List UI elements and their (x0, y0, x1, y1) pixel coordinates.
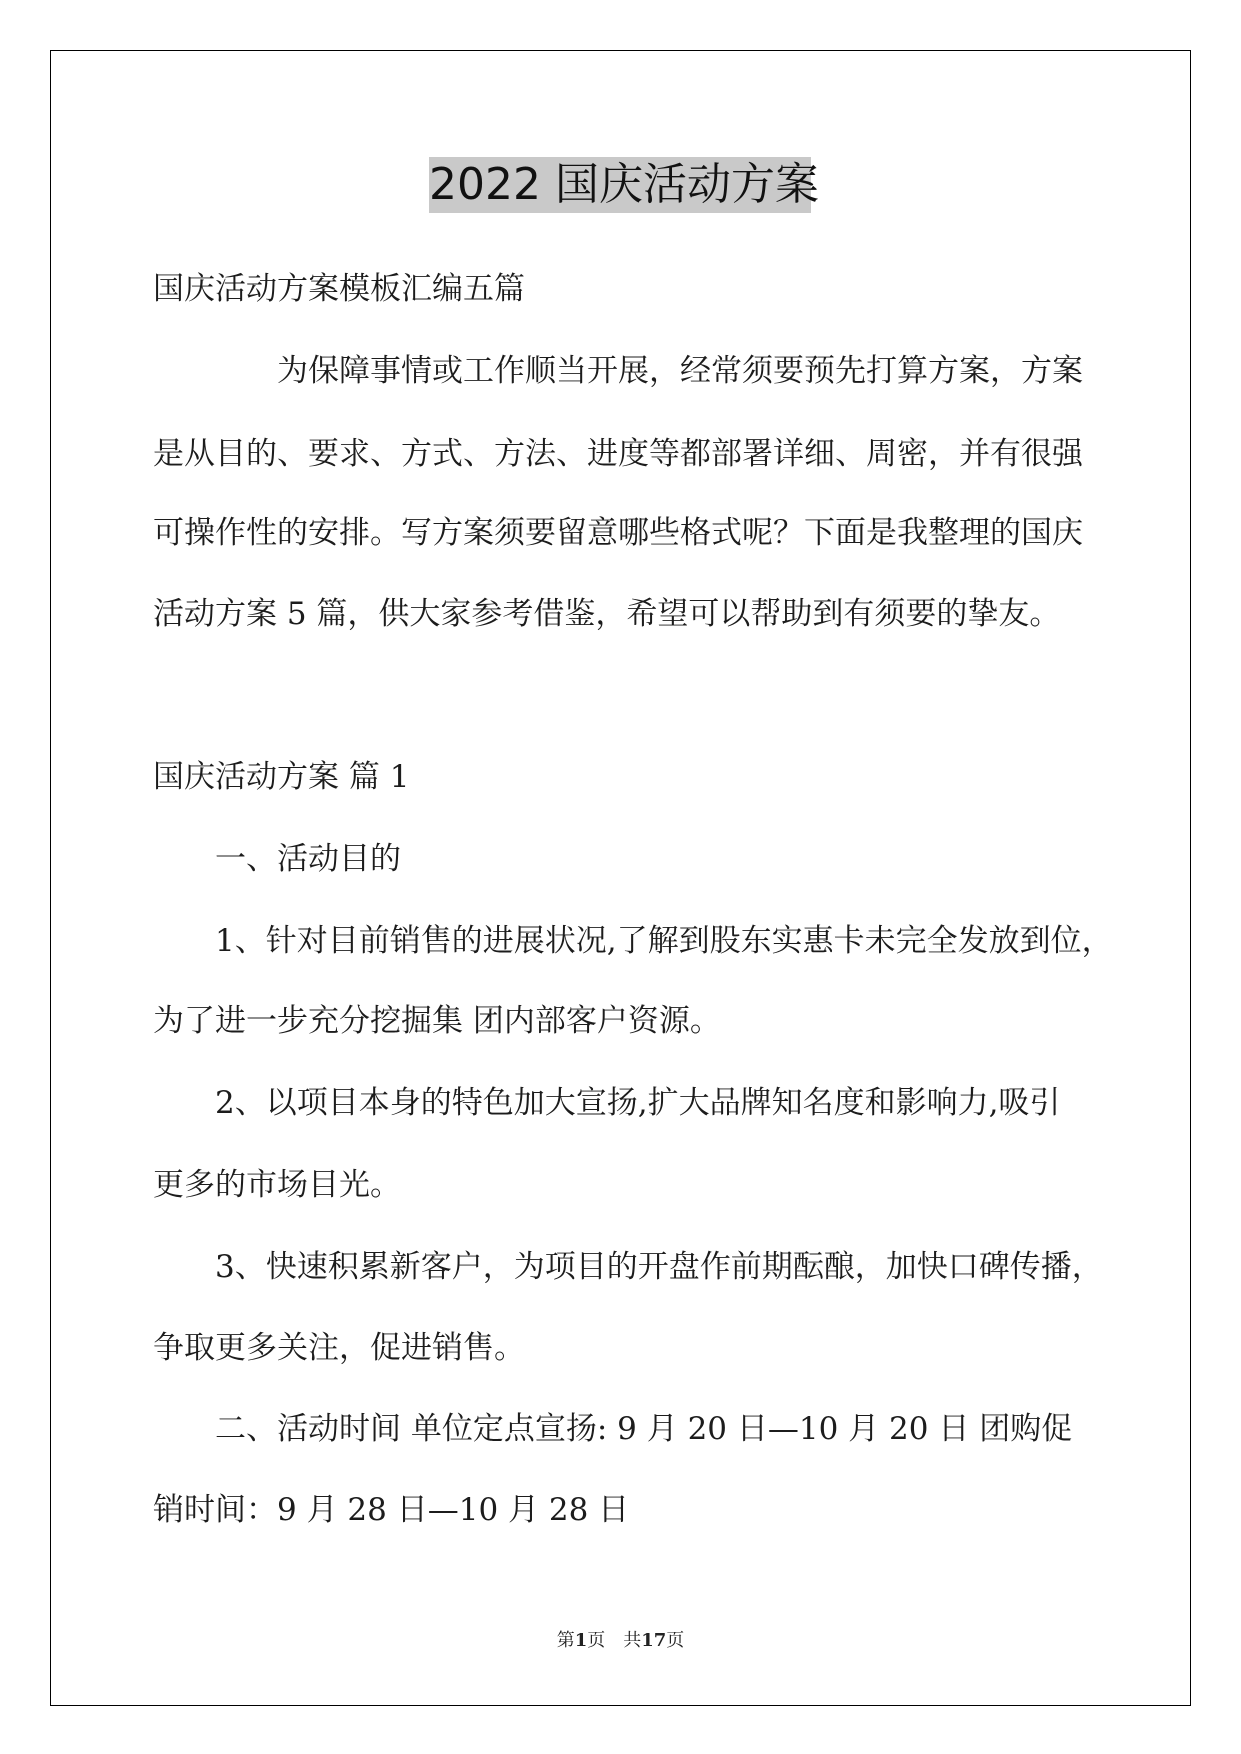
intro-line: 为保障事情或工作顺当开展，经常须要预先打算方案，方案 (277, 353, 1083, 389)
title-highlight (429, 157, 819, 213)
page-number: 1 (574, 1630, 588, 1651)
body-line: 为了进一步充分挖掘集 团内部客户资源。 (153, 1003, 721, 1039)
section-heading: 国庆活动方案 篇 1 (153, 759, 410, 795)
intro-line: 可操作性的安排。写方案须要留意哪些格式呢？下面是我整理的国庆 (153, 515, 1083, 551)
body-line: 更多的市场目光。 (153, 1167, 401, 1203)
section-subheading: 二、活动时间 单位定点宣扬: 9 月 20 日—10 月 20 日 团购促 (215, 1411, 1073, 1447)
body-line: 2、以项目本身的特色加大宣扬,扩大品牌知名度和影响力,吸引 (215, 1085, 1061, 1121)
document-title: 2022 国庆活动方案 (429, 159, 819, 210)
body-line: 争取更多关注，促进销售。 (153, 1330, 525, 1366)
page-prefix: 第 (556, 1630, 575, 1651)
intro-line: 活动方案 5 篇，供大家参考借鉴，希望可以帮助到有须要的挚友。 (153, 596, 1061, 632)
section-subheading: 一、活动目的 (215, 841, 401, 877)
page-suffix: 页 (587, 1630, 606, 1651)
total-prefix: 共 (623, 1630, 642, 1651)
total-suffix: 页 (666, 1630, 685, 1651)
page-footer (0, 1629, 1241, 1653)
intro-line: 是从目的、要求、方式、方法、进度等都部署详细、周密，并有很强 (153, 436, 1083, 472)
document-subtitle: 国庆活动方案模板汇编五篇 (153, 271, 525, 307)
total-pages: 17 (641, 1630, 667, 1651)
body-line: 3、快速积累新客户，为项目的开盘作前期酝酿，加快口碑传播， (215, 1249, 1103, 1285)
body-line: 1、针对目前销售的进展状况,了解到股东实惠卡未完全发放到位， (215, 923, 1113, 959)
body-line: 销时间：9 月 28 日—10 月 28 日 (153, 1492, 630, 1528)
